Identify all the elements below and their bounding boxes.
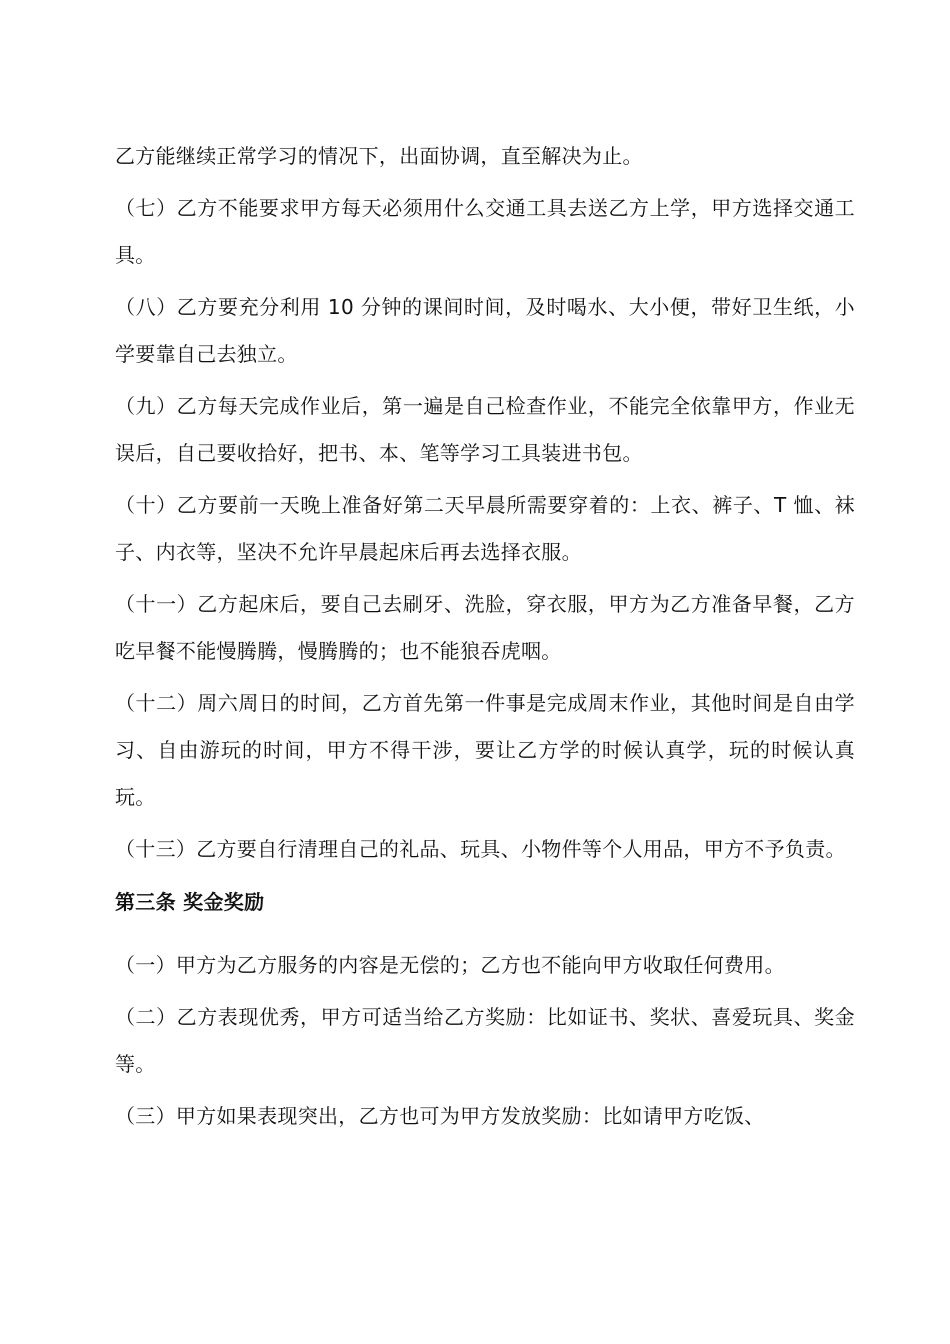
clause-10: （十）乙方要前一天晚上准备好第二天早晨所需要穿着的：上衣、裤子、T 恤、袜子、内衣等，坚决不允许早晨起床后再去选择衣服。 [115,493,855,564]
clause-12: （十二）周六周日的时间，乙方首先第一件事是完成周末作业，其他时间是自由学习、自由游玩的时间，甲方不得干涉，要让乙方学的时候认真学，玩的时候认真玩。 [115,691,855,809]
clause-7: （七）乙方不能要求甲方每天必须用什么交通工具去送乙方上学，甲方选择交通工具。 [115,196,855,267]
reward-clause-1: （一）甲方为乙方服务的内容是无偿的；乙方也不能向甲方收取任何费用。 [115,953,785,977]
clause-11: （十一）乙方起床后，要自己去刷牙、洗脸，穿衣服，甲方为乙方准备早餐，乙方吃早餐不能慢腾腾，慢腾腾的；也不能狼吞虎咽。 [115,592,855,663]
reward-clause-2: （二）乙方表现优秀，甲方可适当给乙方奖励：比如证书、奖状、喜爱玩具、奖金等。 [115,1005,855,1076]
section-heading: 第三条 奖金奖励 [115,890,265,914]
clause-9: （九）乙方每天完成作业后，第一遍是自己检查作业，不能完全依靠甲方，作业无误后，自己要收拾好，把书、本、笔等学习工具装进书包。 [115,394,855,465]
clause-8: （八）乙方要充分利用 10 分钟的课间时间，及时喝水、大小便，带好卫生纸，小学要靠自己去独立。 [115,295,855,366]
document-body [115,133,855,1140]
reward-clause-3: （三）甲方如果表现突出，乙方也可为甲方发放奖励：比如请甲方吃饭、 [115,1104,765,1128]
clause-13: （十三）乙方要自行清理自己的礼品、玩具、小物件等个人用品，甲方不予负责。 [115,837,846,861]
paragraph-continuation: 乙方能继续正常学习的情况下，出面协调，直至解决为止。 [115,144,643,168]
